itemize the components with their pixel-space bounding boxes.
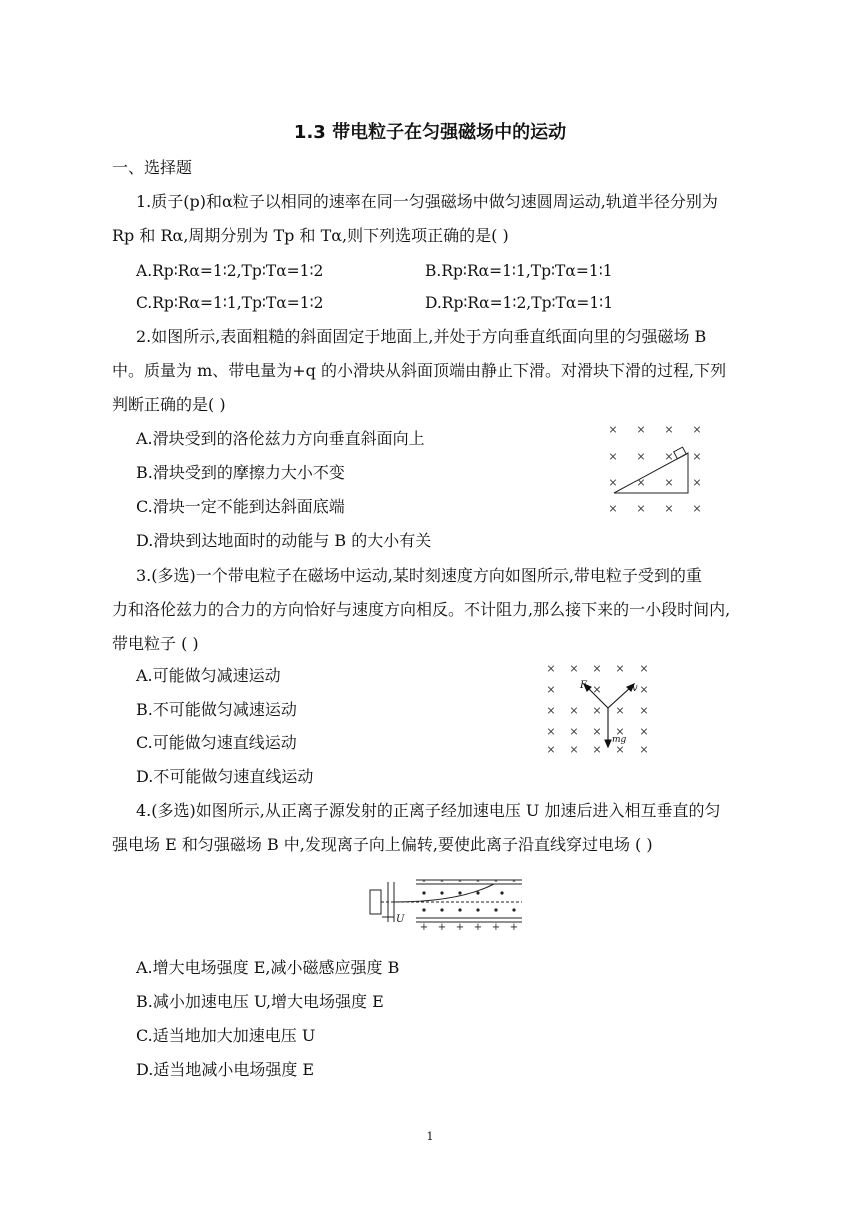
svg-text:+: + <box>437 922 447 932</box>
q1-option-d: D.Rp∶Rα=1∶2,Tp∶Tα=1∶1 <box>425 294 614 312</box>
q4-option-a: A.增大电场强度 E,减小磁感应强度 B <box>136 958 400 977</box>
svg-text:-: - <box>494 876 498 887</box>
svg-text:×: × <box>546 683 556 696</box>
svg-text:×: × <box>592 662 602 675</box>
svg-text:×: × <box>664 450 674 463</box>
q3-option-d: D.不可能做匀速直线运动 <box>136 767 314 786</box>
svg-text:×: × <box>692 476 702 489</box>
q1-stem-line1: 1.质子(p)和α粒子以相同的速率在同一匀强磁场中做匀速圆周运动,轨道半径分别为 <box>136 192 718 211</box>
svg-text:×: × <box>546 704 556 717</box>
q3-stem-line2: 力和洛伦兹力的合力的方向恰好与速度方向相反。不计阻力,那么接下来的一小段时间内, <box>112 600 731 619</box>
svg-text:×: × <box>615 743 625 756</box>
svg-text:×: × <box>664 423 674 436</box>
incline-magnetic-field-figure <box>600 420 710 520</box>
svg-text:+: + <box>491 922 501 932</box>
q3-option-c: C.可能做匀速直线运动 <box>136 733 297 752</box>
svg-text:×: × <box>615 725 625 738</box>
q2-stem-line3: 判断正确的是( ) <box>112 395 226 414</box>
q4-option-d: D.适当地减小电场强度 E <box>136 1060 315 1079</box>
svg-text:-: - <box>476 876 480 887</box>
svg-text:×: × <box>546 662 556 675</box>
svg-text:×: × <box>592 743 602 756</box>
svg-text:×: × <box>636 476 646 489</box>
svg-text:×: × <box>546 725 556 738</box>
ion-velocity-selector-figure <box>364 870 524 932</box>
voltage-label: U <box>396 914 405 925</box>
q4-option-b: B.减小加速电压 U,增大电场强度 E <box>136 992 384 1011</box>
q2-stem-line2: 中。质量为 m、带电量为+q 的小滑块从斜面顶端由静止下滑。对滑块下滑的过程,下列 <box>112 361 727 380</box>
svg-text:×: × <box>639 725 649 738</box>
svg-text:-: - <box>458 876 462 887</box>
svg-text:×: × <box>615 662 625 675</box>
svg-text:×: × <box>592 725 602 738</box>
svg-text:×: × <box>692 450 702 463</box>
svg-text:×: × <box>639 683 649 696</box>
q2-option-a: A.滑块受到的洛伦兹力方向垂直斜面向上 <box>136 429 425 448</box>
q1-option-b: B.Rp∶Rα=1∶1,Tp∶Tα=1∶1 <box>425 262 613 280</box>
q3-stem-line1: 3.(多选)一个带电粒子在磁场中运动,某时刻速度方向如图所示,带电粒子受到的重 <box>136 566 702 585</box>
svg-text:×: × <box>608 502 618 515</box>
svg-text:×: × <box>569 743 579 756</box>
q2-stem-line1: 2.如图所示,表面粗糙的斜面固定于地面上,并处于方向垂直纸面向里的匀强磁场 B <box>136 327 707 346</box>
svg-text:×: × <box>664 502 674 515</box>
svg-text:×: × <box>639 743 649 756</box>
svg-text:+: + <box>509 922 519 932</box>
svg-text:×: × <box>546 743 556 756</box>
q2-option-b: B.滑块受到的摩擦力大小不变 <box>136 463 345 482</box>
svg-text:×: × <box>639 704 649 717</box>
q4-option-c: C.适当地加大加速电压 U <box>136 1026 316 1045</box>
q4-stem-line1: 4.(多选)如图所示,从正离子源发射的正离子经加速电压 U 加速后进入相互垂直的匀 <box>136 801 721 820</box>
svg-text:×: × <box>692 423 702 436</box>
svg-text:-: - <box>440 876 444 887</box>
svg-text:×: × <box>608 450 618 463</box>
svg-text:×: × <box>608 476 618 489</box>
gravity-label: mg <box>612 735 627 745</box>
svg-text:-: - <box>512 876 516 887</box>
velocity-label: v <box>632 683 638 694</box>
q3-option-b: B.不可能做匀减速运动 <box>136 700 297 719</box>
q2-option-c: C.滑块一定不能到达斜面底端 <box>136 497 345 516</box>
q4-stem-line2: 强电场 E 和匀强磁场 B 中,发现离子向上偏转,要使此离子沿直线穿过电场 ( ) <box>112 835 653 854</box>
svg-text:-: - <box>422 876 426 887</box>
q3-stem-line3: 带电粒子 ( ) <box>112 634 199 653</box>
svg-text:×: × <box>569 725 579 738</box>
svg-text:×: × <box>569 662 579 675</box>
svg-text:×: × <box>692 502 702 515</box>
svg-text:×: × <box>608 423 618 436</box>
section-heading: 一、选择题 <box>112 158 193 177</box>
q1-option-a: A.Rp∶Rα=1∶2,Tp∶Tα=1∶2 <box>136 262 324 280</box>
q1-option-c: C.Rp∶Rα=1∶1,Tp∶Tα=1∶2 <box>136 294 324 312</box>
svg-text:×: × <box>636 502 646 515</box>
svg-text:×: × <box>639 662 649 675</box>
q3-option-a: A.可能做匀减速运动 <box>136 666 281 685</box>
svg-text:×: × <box>569 704 579 717</box>
svg-text:+: + <box>419 922 429 932</box>
svg-text:+: + <box>473 922 483 932</box>
page-number: 1 <box>426 1130 434 1143</box>
svg-text:×: × <box>592 704 602 717</box>
svg-text:+: + <box>455 922 465 932</box>
svg-text:×: × <box>664 476 674 489</box>
q2-option-d: D.滑块到达地面时的动能与 B 的大小有关 <box>136 531 432 550</box>
svg-text:×: × <box>615 704 625 717</box>
svg-text:×: × <box>636 423 646 436</box>
q1-stem-line2: Rp 和 Rα,周期分别为 Tp 和 Tα,则下列选项正确的是( ) <box>112 226 509 245</box>
force-label: F <box>580 680 587 691</box>
page-title: 1.3 带电粒子在匀强磁场中的运动 <box>293 122 567 143</box>
force-velocity-figure <box>540 660 658 760</box>
svg-text:×: × <box>636 450 646 463</box>
svg-text:×: × <box>592 683 602 696</box>
